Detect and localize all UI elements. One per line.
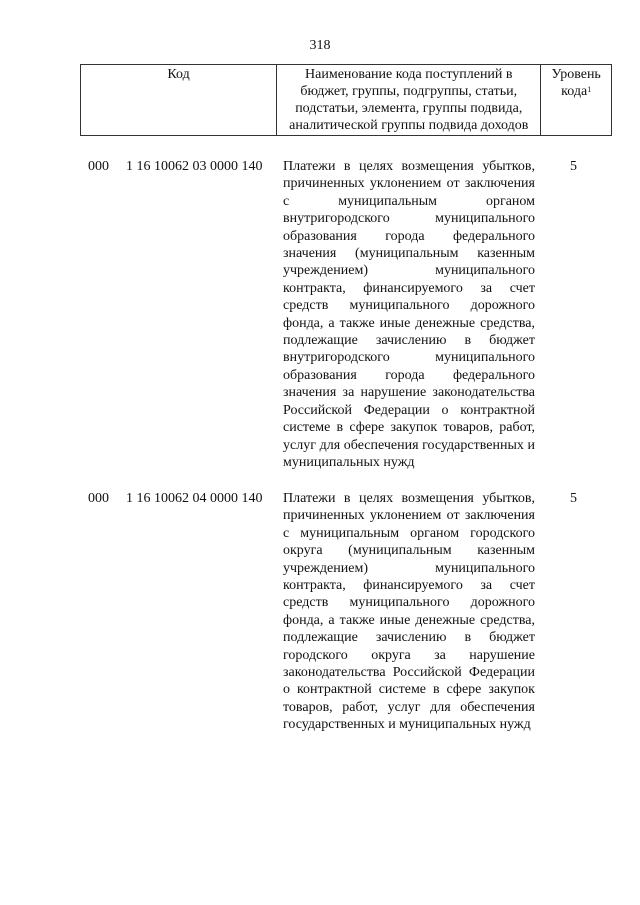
- header-code-label: Код: [167, 67, 190, 82]
- table-header: [80, 64, 612, 136]
- page-number: 318: [309, 38, 331, 53]
- row-prefix: 000: [88, 491, 109, 506]
- row-code: 1 16 10062 04 0000 140: [126, 491, 263, 506]
- row-description: Платежи в целях возмещения убытков, причиненных уклонением от заключения с муниципальным органом внутригородского муниципального образования города федерального значения (муниципальным казенным учреждением) муниципального контракта, финансируемого за счет средств муниципального дорожного фонда, а также иные денежные средства, подлежащие зачислению в бюджет внутригородского муниципального образования города федерального значения за нарушение законодательства Российской Федерации о контрактной системе в сфере закупок товаров, работ, услуг для обеспечения государственных и муниципальных нужд: [283, 159, 535, 470]
- row-level: 5: [570, 159, 577, 174]
- header-level: [541, 65, 612, 136]
- header-code: [81, 65, 277, 136]
- footnote-marker: 1: [587, 85, 592, 94]
- row-code: 1 16 10062 03 0000 140: [126, 159, 263, 174]
- header-name: Наименование кода поступлений в бюджет, группы, подгруппы, статьи, подстатьи, элемента, группы подвида, аналитической группы подвида доходов: [277, 65, 541, 136]
- row-description: Платежи в целях возмещения убытков, причиненных уклонением от заключения с муниципальным органом городского округа (муниципальным казенным учреждением) муниципального контракта, финансируемого за счет средств муниципального дорожного фонда, а также иные денежные средства, подлежащие зачислению в бюджет городского округа за нарушение законодательства Российской Федерации о контрактной системе в сфере закупок товаров, работ, услуг для обеспечения государственных и муниципальных нужд: [283, 491, 535, 733]
- row-prefix: 000: [88, 159, 109, 174]
- row-level: 5: [570, 491, 577, 506]
- header-level-label: Уровень кода: [551, 67, 601, 99]
